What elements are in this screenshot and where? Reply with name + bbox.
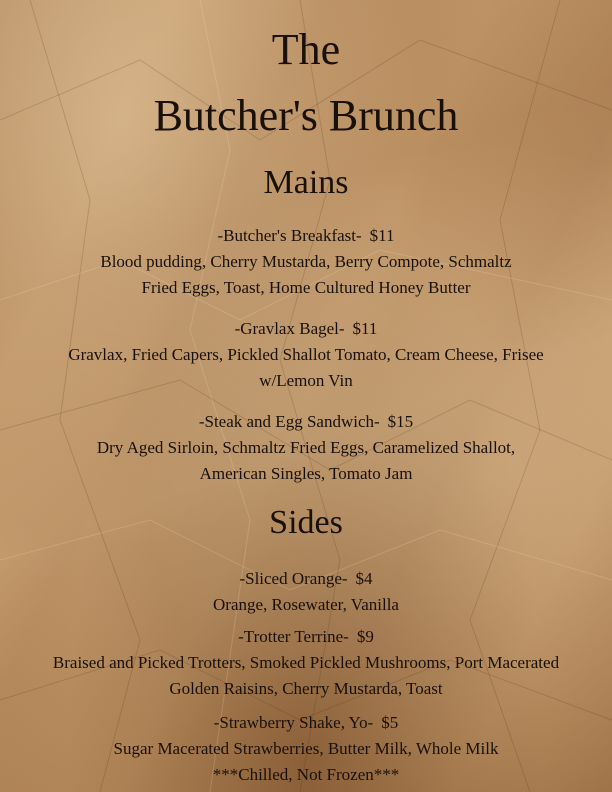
mains-item-desc: Gravlax, Fried Capers, Pickled Shallot Tomato, Cream Cheese, Frisee: [68, 345, 544, 364]
item-price: $11: [352, 319, 378, 338]
mains-item-name: [0, 409, 612, 435]
item-title: -Steak and Egg Sandwich-: [198, 412, 380, 431]
sides-item-name: [0, 710, 612, 736]
sides-heading: Sides: [269, 504, 343, 541]
sides-item-desc: Orange, Rosewater, Vanilla: [213, 595, 399, 614]
item-price: $4: [355, 569, 373, 588]
menu-title-line-1: The: [271, 25, 341, 74]
item-title: -Sliced Orange-: [239, 569, 348, 588]
item-price: $11: [369, 226, 395, 245]
sides-item-name: [0, 566, 612, 592]
mains-item-desc: Blood pudding, Cherry Mustarda, Berry Compote, Schmaltz: [100, 252, 512, 271]
mains-item-desc: Dry Aged Sirloin, Schmaltz Fried Eggs, Caramelized Shallot,: [96, 438, 516, 457]
item-price: $15: [387, 412, 414, 431]
sides-item-desc: Braised and Picked Trotters, Smoked Pickled Mushrooms, Port Macerated: [52, 653, 560, 672]
mains-item-name: [0, 316, 612, 342]
item-title: -Strawberry Shake, Yo-: [213, 713, 374, 732]
mains-item-name: [0, 223, 612, 249]
menu-title-line-2: Butcher's Brunch: [153, 91, 459, 140]
item-title: -Butcher's Breakfast-: [217, 226, 362, 245]
item-title: -Trotter Terrine-: [238, 627, 349, 646]
item-title: -Gravlax Bagel-: [234, 319, 345, 338]
mains-item-desc: Fried Eggs, Toast, Home Cultured Honey Butter: [141, 278, 471, 297]
sides-item-name: [0, 624, 612, 650]
sides-item-desc: Golden Raisins, Cherry Mustarda, Toast: [169, 679, 443, 698]
mains-item-desc: w/Lemon Vin: [259, 371, 353, 390]
mains-item-desc: American Singles, Tomato Jam: [199, 464, 413, 483]
mains-heading: Mains: [263, 164, 349, 201]
sides-item-desc: ***Chilled, Not Frozen***: [212, 765, 400, 784]
sides-item-desc: Sugar Macerated Strawberries, Butter Milk, Whole Milk: [113, 739, 499, 758]
item-price: $5: [381, 713, 399, 732]
item-price: $9: [356, 627, 374, 646]
